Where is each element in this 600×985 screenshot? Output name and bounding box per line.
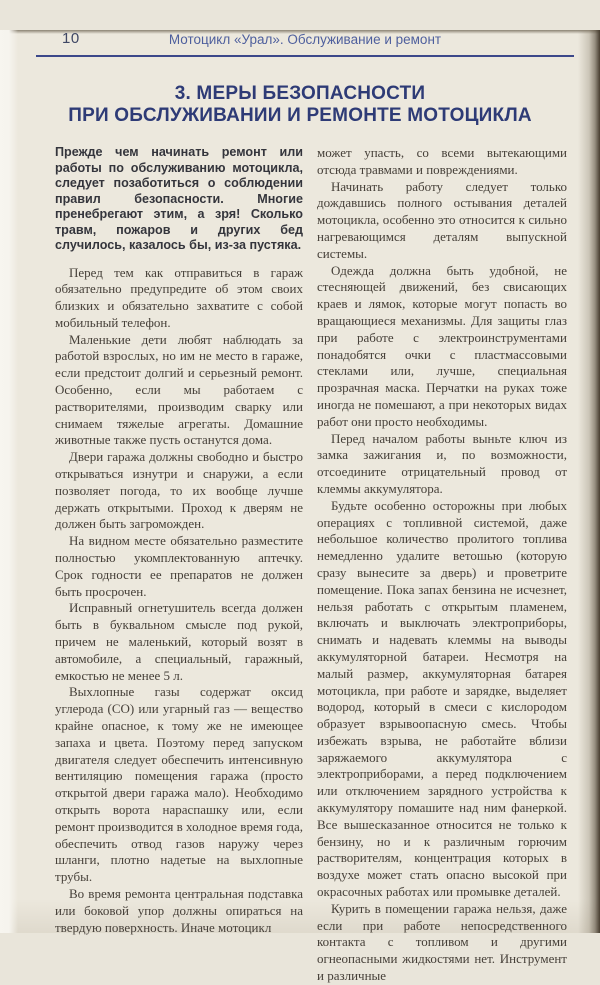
page-number: 10 bbox=[62, 30, 80, 47]
left-column bbox=[55, 145, 303, 985]
body-columns bbox=[55, 145, 567, 985]
page-header bbox=[36, 30, 574, 52]
paragraph: Во время ремонта центральная подставка или боковой упор должны опираться на твердую поверхность. Иначе мотоцикл bbox=[55, 885, 303, 935]
paragraph: Двери гаража должны свободно и быстро открываться изнутри и снаружи, а если позволяет погода, то их вообще лучше держать открытыми. Проход к дверям не должен быть загроможден. bbox=[55, 449, 303, 532]
paragraph: Выхлопные газы содержат оксид углерода (СО) или угарный газ — вещество крайне опасное, к тому же не имеющее запаха и цвета. Поэтому перед запуском двигателя следует обеспечить интенсивную вентиляцию помещения гаража (просто открытой двери гаража мало). Необходимо открыть ворота нараспашку или, если ремонт производится в холодное время года, обеспечить отвод газов наружу через шланги, плотно надетые на выхлопные трубы. bbox=[55, 684, 303, 885]
paragraph: Перед тем как отправиться в гараж обязательно предупредите об этом своих близких и обязательно захватите с собой мобильный телефон. bbox=[55, 264, 303, 330]
paragraph: Будьте особенно осторожны при любых операциях с топливной системой, даже небольшое количество пролитого топлива немедленно удалите ветошью (которую сразу вынесите за дверь) и проветрите помещение. Пока запах бензина не исчезнет, нельзя работать с открытым пламенем, включать и выключать электроприборы, снимать и надевать клеммы на выводы аккумуляторной батареи. Несмотря на малый размер, аккумуляторная батарея мотоцикла, при работе и зарядке, выделяет водород, который в смеси с кислородом образует взрывоопасную смесь. Чтобы избежать взрыва, не работайте вблизи заряжаемого аккумулятора с электроприборами, а перед подключением или отключением зарядного устройства к аккумулятору помашите над ним фанеркой. Все вышесказанное относится не только к бензину, но и к различным горючим растворителям, концентрация которых в воздухе может стать опасно высокой при окрасочных работах или промывке деталей. bbox=[317, 497, 567, 900]
chapter-title-line-1: 3. МЕРЫ БЕЗОПАСНОСТИ bbox=[174, 83, 426, 104]
running-head: Мотоцикл «Урал». Обслуживание и ремонт bbox=[168, 32, 442, 47]
header-rule bbox=[36, 55, 574, 57]
right-column bbox=[317, 145, 567, 985]
paragraph: Курить в помещении гаража нельзя, даже если при работе непосредственного контакта с топливом и другими огнеопасными жидкостями нет. Инструмент и различные bbox=[317, 900, 567, 984]
chapter-title-line-2: ПРИ ОБСЛУЖИВАНИИ И РЕМОНТЕ МОТОЦИКЛА bbox=[68, 104, 532, 126]
page-content bbox=[0, 30, 600, 984]
paragraph: Перед началом работы выньте ключ из замка зажигания и, по возможности, отсоедините отрицательный провод от клеммы аккумулятора. bbox=[317, 430, 567, 496]
scanned-page bbox=[0, 30, 600, 984]
paragraph: Начинать работу следует только дождавшись полного остывания деталей мотоцикла, особенно это относится к сильно нагревающимся деталям выпускной системы. bbox=[317, 178, 567, 261]
paragraph: На видном месте обязательно разместите полностью укомплектованную аптечку. Срок годности ее препаратов не должен быть просрочен. bbox=[55, 533, 303, 599]
paragraph: Маленькие дети любят наблюдать за работой взрослых, но им не место в гараже, если предстоит долгий и серьезный ремонт. Особенно, если мы работаем с растворителями, производим сварку или снимаем тяжелые агрегаты. Домашние животные также пусть останутся дома. bbox=[55, 331, 303, 448]
paragraph: может упасть, со всеми вытекающими отсюда травмами и повреждениями. bbox=[317, 145, 567, 177]
intro-paragraph: Прежде чем начинать ремонт или работы по обслуживанию мотоцикла, следует позаботиться о соблюдении правил безопасности. Многие пренебрегают этим, а зря! Сколько травм, пожаров и других бед случилось, казалось бы, из-за пустяка. bbox=[55, 145, 303, 252]
paragraph: Исправный огнетушитель всегда должен быть в буквальном смысле под рукой, причем не маленький, который возят в автомобиле, а специальный, гаражный, емкостью не менее 5 л. bbox=[55, 600, 303, 683]
paragraph: Одежда должна быть удобной, не стесняющей движений, без свисающих краев и лямок, которые могут попасть во вращающиеся механизмы. Для защиты глаз при работе с электроинструментами понадобятся очки с пластмассовыми стеклами или, лучше, специальная прозрачная маска. Перчатки на руках тоже иногда не помешают, а при некоторых видах работ они просто необходимы. bbox=[317, 262, 567, 429]
chapter-title bbox=[20, 83, 580, 126]
